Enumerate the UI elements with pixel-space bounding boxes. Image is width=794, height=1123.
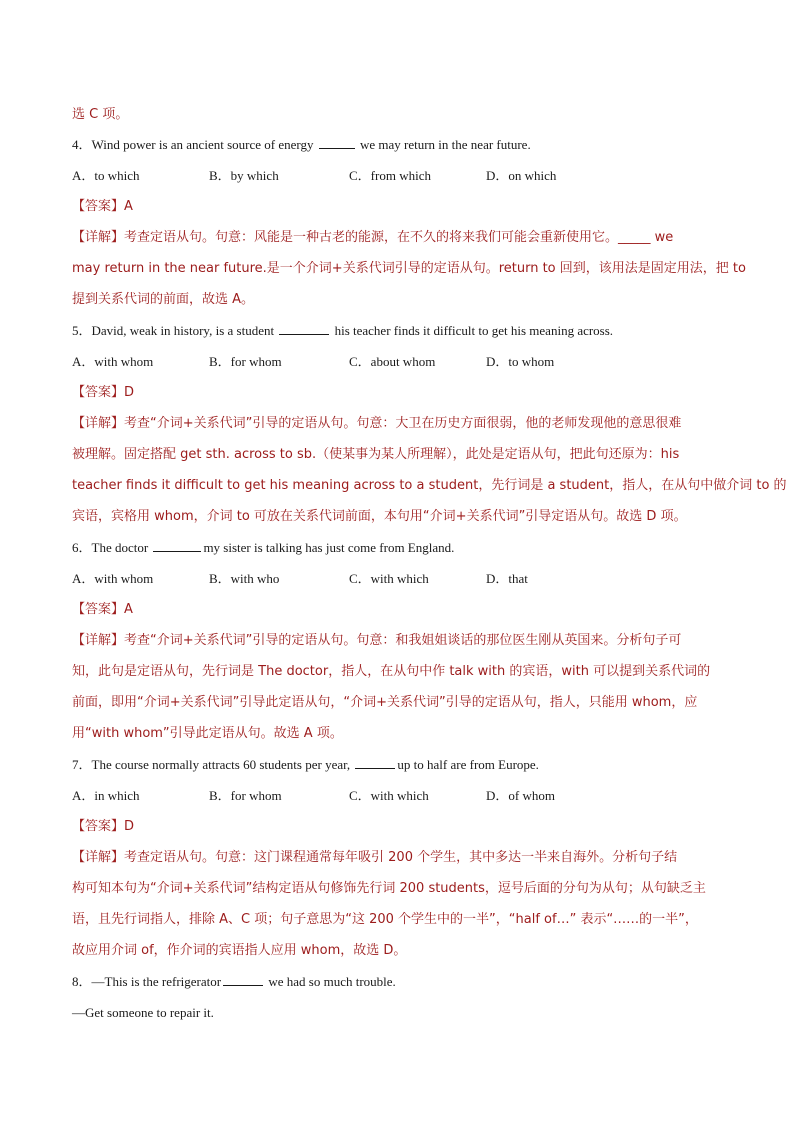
option-c: C．about whom xyxy=(349,354,436,369)
question-5-detail-3: teacher finds it difficult to get his meaning across to a student，先行词是 a student，指人，在从句中做介词 to 的 xyxy=(72,478,787,493)
detail-text: 考查“介词+关系代词”引导的定语从句。句意：和我姐姐谈话的那位医生刚从英国来。分析句子可 xyxy=(124,633,682,648)
option-b: B．with who xyxy=(209,571,280,586)
question-7-stem xyxy=(72,749,724,780)
question-4-options xyxy=(72,160,724,191)
answer-tag: 【答案】 xyxy=(72,199,125,214)
answer-value: A xyxy=(124,199,133,214)
answer-value: D xyxy=(124,385,135,400)
question-8-reply: —Get someone to repair it. xyxy=(72,1005,214,1020)
option-c: C．from which xyxy=(349,168,431,183)
option-b: B．for whom xyxy=(209,788,282,803)
question-6-options xyxy=(72,563,724,594)
question-6-stem xyxy=(72,532,724,563)
document-page xyxy=(72,98,787,1028)
question-7-detail-3: 语，且先行词指人，排除 A、C 项；句子意思为“这 200 个学生中的一半”，“half of…” 表示“……的一半”， xyxy=(72,912,698,927)
question-5-detail-1 xyxy=(72,408,724,439)
detail-text: 考查定语从句。句意：这门课程通常每年吸引 200 个学生，其中多达一半来自海外。分析句子结 xyxy=(124,850,678,865)
stem-part-b: my sister is talking has just come from England. xyxy=(203,540,455,555)
stem-part-a: 4．Wind power is an ancient source of energy xyxy=(72,137,317,152)
question-4-stem xyxy=(72,129,724,160)
option-a: A．to which xyxy=(72,168,140,183)
question-7-answer xyxy=(72,811,724,842)
question-6-detail-4: 用“with whom”引导此定语从句。故选 A 项。 xyxy=(72,726,343,741)
answer-blank xyxy=(355,757,395,769)
question-6-detail-3: 前面，即用“介词+关系代词”引导此定语从句，“介词+关系代词”引导的定语从句，指人，只能用 whom，应 xyxy=(72,695,698,710)
option-d: D．to whom xyxy=(486,354,555,369)
option-a: A．with whom xyxy=(72,354,154,369)
detail-tag: 【详解】 xyxy=(72,416,125,431)
question-6-detail-2: 知，此句是定语从句，先行词是 The doctor，指人，在从句中作 talk with 的宾语，with 可以提到关系代词的 xyxy=(72,664,711,679)
option-b: B．by which xyxy=(209,168,279,183)
detail-tag: 【详解】 xyxy=(72,850,125,865)
question-7-detail-1 xyxy=(72,842,724,873)
option-c: C．with which xyxy=(349,571,429,586)
answer-value: D xyxy=(124,819,135,834)
question-8-stem xyxy=(72,966,724,997)
option-d: D．on which xyxy=(486,168,557,183)
option-a: A．in which xyxy=(72,788,140,803)
detail-tag: 【详解】 xyxy=(72,230,125,245)
answer-blank xyxy=(319,137,355,149)
question-5-detail-2: 被理解。固定搭配 get sth. across to sb.（使某事为某人所理解），此处是定语从句，把此句还原为：his xyxy=(72,447,680,462)
option-c: C．with which xyxy=(349,788,429,803)
stem-part-b: we may return in the near future. xyxy=(356,137,531,152)
question-4-detail-3: 提到关系代词的前面，故选 A。 xyxy=(72,292,255,307)
question-4-answer xyxy=(72,191,724,222)
detail-text: 考查“介词+关系代词”引导的定语从句。句意：大卫在历史方面很弱，他的老师发现他的意思很难 xyxy=(124,416,682,431)
question-4-detail-2: may return in the near future.是一个介词+关系代词引导的定语从句。return to 回到，该用法是固定用法，把 to xyxy=(72,261,746,276)
option-b: B．for whom xyxy=(209,354,282,369)
question-5-stem xyxy=(72,315,724,346)
question-7-detail-4: 故应用介词 of，作介词的宾语指人应用 whom，故选 D。 xyxy=(72,943,407,958)
stem-part-b: his teacher finds it difficult to get his meaning across. xyxy=(331,323,614,338)
question-7-options xyxy=(72,780,724,811)
question-5-detail-4: 宾语，宾格用 whom，介词 to 可放在关系代词前面，本句用“介词+关系代词”引导定语从句。故选 D 项。 xyxy=(72,509,687,524)
question-6-detail-1 xyxy=(72,625,724,656)
answer-tag: 【答案】 xyxy=(72,819,125,834)
answer-value: A xyxy=(124,602,133,617)
question-6-answer xyxy=(72,594,724,625)
stem-part-a: 6．The doctor xyxy=(72,540,152,555)
stem-part-b: up to half are from Europe. xyxy=(397,757,539,772)
previous-answer-tail xyxy=(72,98,724,129)
option-d: D．that xyxy=(486,571,528,586)
answer-blank xyxy=(223,974,263,986)
stem-part-b: we had so much trouble. xyxy=(265,974,396,989)
stem-part-a: 8．—This is the refrigerator xyxy=(72,974,222,989)
question-5-answer xyxy=(72,377,724,408)
question-5-options xyxy=(72,346,724,377)
question-7-detail-2: 构可知本句为“介词+关系代词”结构定语从句修饰先行词 200 students，逗号后面的分句为从句；从句缺乏主 xyxy=(72,881,706,896)
detail-text: 考查定语从句。句意：风能是一种古老的能源，在不久的将来我们可能会重新使用它。_____ we xyxy=(124,230,674,245)
answer-blank xyxy=(153,540,201,552)
stem-part-a: 7．The course normally attracts 60 students per year, xyxy=(72,757,354,772)
answer-blank xyxy=(279,323,329,335)
question-4-detail-1 xyxy=(72,222,724,253)
option-d: D．of whom xyxy=(486,788,555,803)
answer-tag: 【答案】 xyxy=(72,602,125,617)
option-a: A．with whom xyxy=(72,571,154,586)
stem-part-a: 5．David, weak in history, is a student xyxy=(72,323,278,338)
answer-tag: 【答案】 xyxy=(72,385,125,400)
detail-tag: 【详解】 xyxy=(72,633,125,648)
text: 选 C 项。 xyxy=(72,107,129,122)
